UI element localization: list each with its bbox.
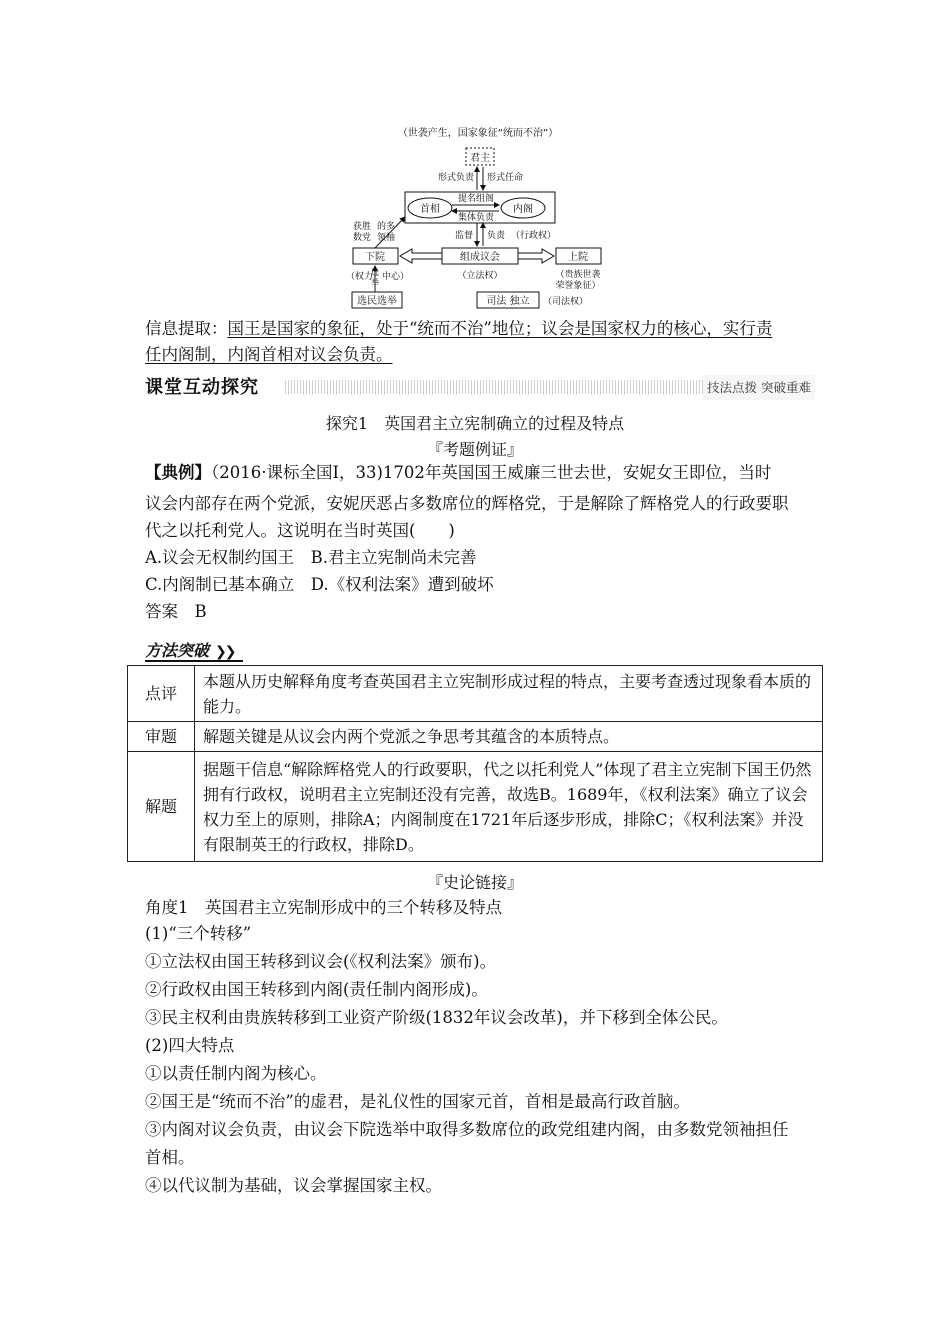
method-label (145, 638, 234, 661)
noble-label-1: （贵族世袭 (555, 270, 601, 280)
info-text-1: 国王是国家的象征，处于“统而不治”地位；议会是国家权力的核心，实行责 (227, 319, 773, 338)
formal-appoint-label: 形式任命 (487, 173, 524, 183)
example-options-ab: A.议会无权制约国王 B.君主立宪制尚未完善 (145, 548, 477, 567)
transfer-2: ②行政权由国王转移到内阁(责任制内阁形成)。 (145, 980, 488, 999)
majority-leader-text-1: 获胜 (353, 222, 372, 232)
chevron-right-icon: ❯❯ (215, 644, 235, 660)
table-row (128, 666, 823, 722)
arrow-parliament-upper (518, 249, 554, 263)
elect-text-1: 选 (371, 268, 379, 277)
judicial-power-label: （司法权） (543, 297, 589, 307)
cabinet-label: 内阁 (513, 204, 533, 215)
feature-3b: 首相。 (145, 1148, 195, 1167)
diagram-top-note: （世袭产生，国家象征“统而不治”） (397, 128, 559, 139)
power-left-label: （权力 (346, 272, 374, 282)
constitution-diagram (338, 122, 608, 312)
responsible-label: 负责 (487, 231, 506, 241)
row-key: 解题 (128, 752, 195, 862)
table-row (128, 752, 823, 862)
example-answer: 答案 B (145, 602, 207, 621)
example-tag: 【典例】 (145, 463, 211, 482)
collective-label: 集体负责 (457, 213, 495, 223)
method-table (127, 665, 823, 862)
parliament-label: 组成议会 (460, 252, 500, 263)
example-options-cd: C.内阁制已基本确立 D.《权利法案》遭到破坏 (145, 575, 494, 594)
voters-label: 选民选举 (357, 296, 397, 307)
exec-power-label: （行政权） (511, 231, 557, 241)
angle-sub-1: (1)“三个转移” (145, 924, 252, 943)
pm-label: 首相 (420, 204, 440, 215)
explore-title: 探究1 英国君主立宪制确立的过程及特点 (325, 414, 625, 433)
lower-house-label: 下院 (365, 252, 385, 263)
table-row (128, 722, 823, 752)
upper-house-label: 上院 (568, 252, 588, 263)
monarch-label: 君主 (470, 153, 490, 164)
supervise-label: 监督 (454, 231, 473, 241)
majority-leader-text-2: 数党 (353, 233, 372, 243)
method-underline (145, 660, 243, 662)
row-value: 据题干信息“解除辉格党人的行政要职，代之以托利党人”体现了君主立宪制下国王仍然拥有行政权，说明君主立宪制还没有完善，故选B。1689年，《权利法案》确立了议会权力至上的原则，排除A；内阁制度在1721年后逐步形成，排除C；《权利法案》并没有限制英王的行政权，排除D。 (195, 752, 823, 862)
method-label-text: 方法突破 (145, 641, 210, 660)
row-key: 审题 (128, 722, 195, 752)
row-value: 本题从历史解释角度考查英国君主立宪制形成过程的特点，主要考查透过现象看本质的能力。 (195, 666, 823, 722)
info-line-1 (145, 317, 772, 341)
exam-header: 『考题例证』 (426, 440, 523, 459)
angle-title: 角度1 英国君主立宪制形成中的三个转移及特点 (145, 898, 502, 917)
section-banner (145, 375, 815, 400)
transfer-1: ①立法权由国王转移到议会(《权利法案》颁布)。 (145, 952, 497, 971)
transfer-3: ③民主权利由贵族转移到工业资产阶级(1832年议会改革)，并下移到全体公民。 (145, 1008, 728, 1027)
feature-3a: ③内阁对议会负责，由议会下院选举中取得多数席位的政党组建内阁，由多数党领袖担任 (145, 1120, 789, 1139)
example-line-2: 议会内部存在两个党派，安妮厌恶占多数席位的辉格党，于是解除了辉格党人的行政要职 (145, 494, 789, 513)
noble-label-2: 荣誉象征） (555, 281, 601, 291)
row-key: 点评 (128, 666, 195, 722)
legis-power-label: （立法权） (457, 271, 503, 281)
formal-resp-label: 形式负责 (437, 173, 474, 183)
majority-leader-text-4: 领袖 (377, 233, 396, 243)
feature-4: ④以代议制为基础，议会掌握国家主权。 (145, 1176, 442, 1195)
banner-right-text: 技法点拨 突破重难 (703, 375, 815, 400)
feature-1: ①以责任制内阁为核心。 (145, 1064, 327, 1083)
feature-2: ②国王是“统而不治”的虚君，是礼仪性的国家元首，首相是最高行政首脑。 (145, 1092, 690, 1111)
example-line-3: 代之以托利党人。这说明在当时英国( ) (145, 521, 455, 540)
arrow-parliament-lower (400, 249, 442, 263)
angle-sub-2: (2)四大特点 (145, 1036, 235, 1055)
info-line-2: 任内阁制，内阁首相对议会负责。 (145, 345, 393, 364)
judiciary-label: 司法 独立 (486, 296, 530, 307)
example-text-1: （2016·课标全国Ⅰ，33)1702年英国国王威廉三世去世，安妮女王即位，当时 (211, 463, 772, 482)
example-line-1 (145, 461, 771, 485)
majority-leader-text-3: 的多 (377, 222, 396, 232)
elect-text-2: 举 (371, 278, 379, 287)
banner-title: 课堂互动探究 (145, 375, 263, 400)
info-label: 信息提取： (145, 319, 228, 338)
center-right-label: 中心） (382, 272, 410, 282)
nominate-label: 提名组阁 (457, 194, 495, 204)
row-value: 解题关键是从议会内两个党派之争思考其蕴含的本质特点。 (195, 722, 823, 752)
history-header: 『史论链接』 (426, 873, 523, 892)
